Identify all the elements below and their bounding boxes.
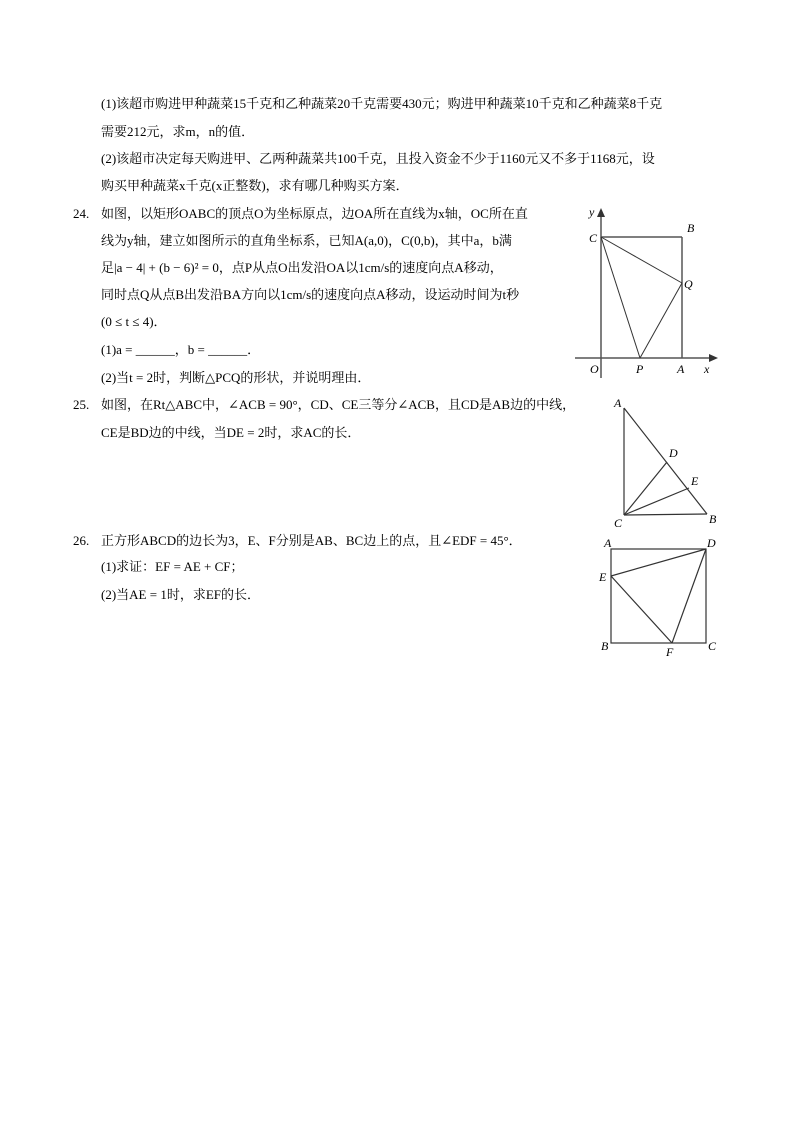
question-number: 25.: [73, 397, 90, 412]
label-A: A: [677, 362, 685, 376]
label-P: P: [636, 362, 644, 376]
label-y: y: [589, 205, 595, 219]
label-B: B: [709, 512, 717, 526]
q23-line: 购买甲种蔬菜x千克(x正整数)，求有哪几种购买方案．: [101, 178, 409, 193]
label-C: C: [589, 231, 598, 245]
label-C: C: [614, 516, 623, 530]
label-C: C: [708, 639, 717, 653]
q24-line: 足|a − 4| + (b − 6)² = 0，点P从点O出发沿OA以1cm/s的速度向点A移动，: [101, 260, 503, 275]
label-x: x: [704, 362, 710, 376]
label-F: F: [666, 645, 674, 659]
label-E: E: [691, 474, 699, 488]
q24-line: (2)当t = 2时，判断△PCQ的形状，并说明理由．: [101, 370, 371, 385]
q24-line: 线为y轴，建立如图所示的直角坐标系，已知A(a,0)，C(0,b)，其中a，b满: [101, 233, 512, 248]
q25-line: CE是BD边的中线，当DE = 2时，求AC的长．: [101, 425, 361, 440]
q26-line: (2)当AE = 1时，求EF的长．: [101, 587, 260, 602]
q26-line: (1)求证：EF = AE + CF；: [101, 559, 244, 574]
q26-line: 正方形ABCD的边长为3，E、F分别是AB、BC边上的点，且∠EDF = 45°．: [101, 533, 522, 548]
label-B: B: [601, 639, 609, 653]
label-Q: Q: [684, 277, 693, 291]
label-E: E: [599, 570, 607, 584]
q23-line: (2)该超市决定每天购进甲、乙两种蔬菜共100千克，且投入资金不少于1160元又不多于1168元，设: [101, 151, 655, 166]
label-A: A: [604, 536, 612, 550]
q24-line: (0 ≤ t ≤ 4)．: [101, 314, 167, 329]
label-A: A: [614, 396, 622, 410]
q24-line: 如图，以矩形OABC的顶点O为坐标原点，边OA所在直线为x轴，OC所在直: [101, 206, 528, 221]
q24-line: 同时点Q从点B出发沿BA方向以1cm/s的速度向点A移动，设运动时间为t秒: [101, 287, 520, 302]
label-O: O: [590, 362, 599, 376]
q25-line: 如图，在Rt△ABC中，∠ACB = 90°，CD、CE三等分∠ACB，且CD是AB边的中线，: [101, 397, 576, 412]
q24-line: (1)a = ______，b = ______．: [101, 342, 261, 357]
question-number: 24.: [73, 206, 90, 221]
label-D: D: [707, 536, 716, 550]
question-number: 26.: [73, 533, 90, 548]
label-D: D: [669, 446, 678, 460]
label-B: B: [687, 221, 695, 235]
q23-line: (1)该超市购进甲种蔬菜15千克和乙种蔬菜20千克需要430元；购进甲种蔬菜10千克和乙种蔬菜8千克: [101, 96, 663, 111]
q23-line: 需要212元，求m，n的值．: [101, 124, 255, 139]
